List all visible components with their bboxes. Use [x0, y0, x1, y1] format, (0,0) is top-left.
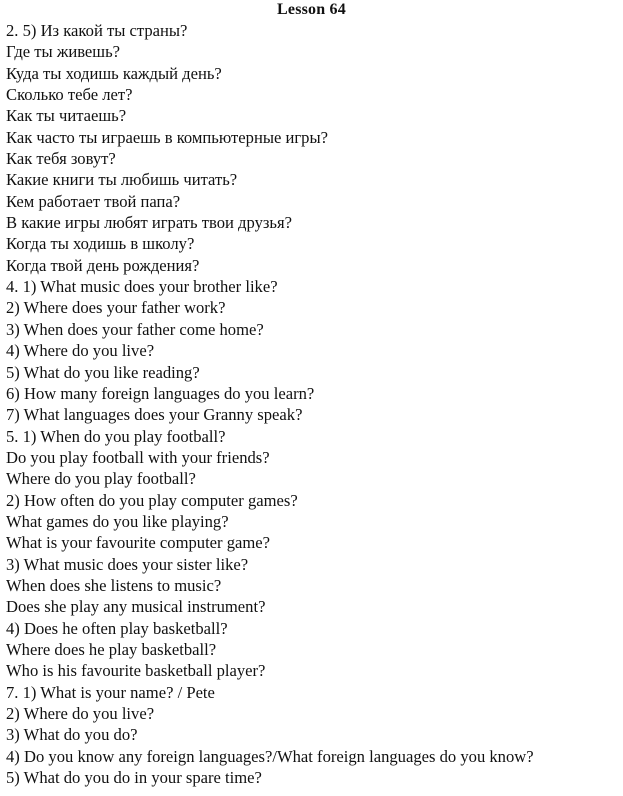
text-line: Where do you play football? [6, 469, 196, 489]
text-line: 2) How often do you play computer games? [6, 490, 298, 510]
text-line: Сколько тебе лет? [6, 85, 133, 105]
text-line: 3) When does your father come home? [6, 319, 264, 339]
text-line: 3) What do you do? [6, 725, 138, 745]
text-line: Who is his favourite basketball player? [6, 661, 266, 681]
text-line: 5) What do you do in your spare time? [6, 768, 262, 788]
text-line: Как тебя зовут? [6, 149, 116, 169]
text-line: 7. 1) What is your name? / Pete [6, 682, 215, 702]
text-line: В какие игры любят играть твои друзья? [6, 213, 292, 233]
text-line: Do you play football with your friends? [6, 447, 270, 467]
text-line: Какие книги ты любишь читать? [6, 170, 238, 190]
text-line: What games do you like playing? [6, 511, 229, 531]
text-line: Куда ты ходишь каждый день? [6, 63, 222, 83]
text-lines [6, 20, 618, 788]
text-line: When does she listens to music? [6, 575, 222, 595]
text-line: Когда твой день рождения? [6, 255, 200, 275]
text-line: Когда ты ходишь в школу? [6, 234, 195, 254]
text-line: 5) What do you like reading? [6, 362, 200, 382]
text-line: 3) What music does your sister like? [6, 554, 249, 574]
text-line: 6) How many foreign languages do you learn? [6, 383, 315, 403]
text-line: 2) Where do you live? [6, 704, 155, 723]
text-line: Кем работает твой папа? [6, 191, 181, 211]
page-title: Lesson 64 [277, 1, 346, 18]
text-line: 4) Where do you live? [6, 341, 155, 361]
text-line: 5. 1) When do you play football? [6, 426, 226, 446]
text-line: 2) Where does your father work? [6, 298, 226, 318]
text-line: Как часто ты играешь в компьютерные игры? [6, 127, 328, 147]
text-line: 4. 1) What music does your brother like? [6, 277, 278, 297]
text-line: 4) Does he often play basketball? [6, 618, 228, 638]
text-line: Как ты читаешь? [6, 106, 127, 126]
text-line: 4) Do you know any foreign languages?/What foreign languages do you know? [6, 746, 534, 766]
text-line: What is your favourite computer game? [6, 533, 271, 553]
text-line: 2. 5) Из какой ты страны? [6, 21, 188, 40]
text-line: Где ты живешь? [6, 42, 121, 62]
text-line: Where does he play basketball? [6, 639, 217, 659]
text-line: 7) What languages does your Granny speak? [6, 405, 303, 425]
text-line: Does she play any musical instrument? [6, 597, 266, 617]
